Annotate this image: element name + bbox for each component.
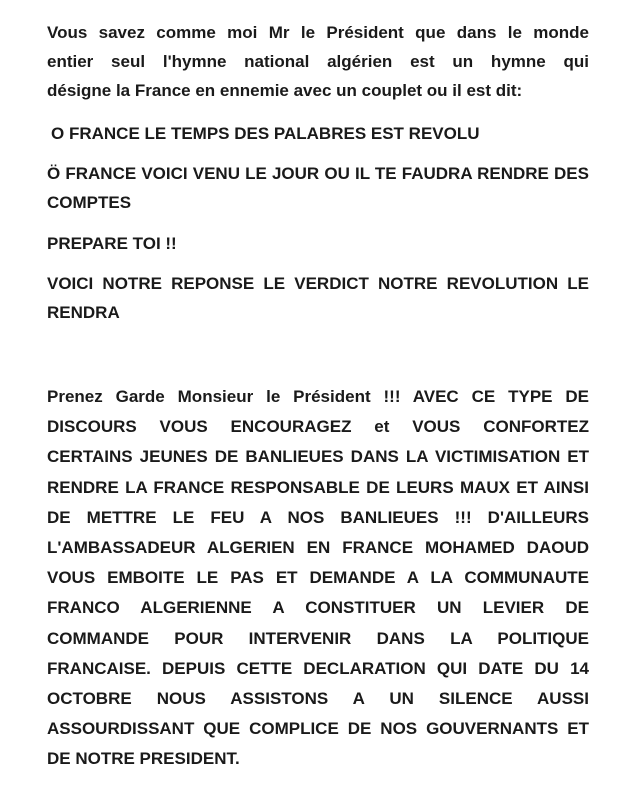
anthem-verse-1: [47, 119, 589, 148]
verse-line: COMPTES: [47, 193, 132, 212]
document-page: [47, 18, 589, 775]
verse-line: Ö FRANCE VOICI VENU LE JOUR OU IL TE FAUDRA RENDRE DES: [47, 164, 589, 183]
warning-line: FRANCO ALGERIENNE A CONSTITUER UN LEVIER DE: [47, 598, 589, 618]
anthem-verse-3: [47, 229, 589, 258]
verse-line: PREPARE TOI !!: [47, 234, 177, 253]
intro-line: Vous savez comme moi Mr le Président que dans le monde: [47, 23, 589, 42]
intro-line: désigne la France en ennemie avec un couplet ou il est dit:: [47, 81, 523, 100]
warning-line: RENDRE LA FRANCE RESPONSABLE DE LEURS MAUX ET AINSI: [47, 477, 589, 497]
warning-line: CERTAINS JEUNES DE BANLIEUES DANS LA VICTIMISATION ET: [47, 447, 589, 467]
warning-line: DE NOTRE PRESIDENT.: [47, 749, 240, 769]
warning-line: L'AMBASSADEUR ALGERIEN EN FRANCE MOHAMED DAOUD: [47, 538, 589, 558]
warning-line: VOUS EMBOITE LE PAS ET DEMANDE A LA COMMUNAUTE: [47, 568, 589, 588]
intro-line: entier seul l'hymne national algérien est un hymne qui: [47, 52, 589, 71]
verse-line: VOICI NOTRE REPONSE LE VERDICT NOTRE REVOLUTION LE: [47, 274, 589, 293]
warning-line: ASSOURDISSANT QUE COMPLICE DE NOS GOUVERNANTS ET: [47, 719, 589, 739]
warning-line: DISCOURS VOUS ENCOURAGEZ et VOUS CONFORTEZ: [47, 417, 589, 437]
anthem-verse-4: [47, 269, 589, 327]
anthem-verse-2: [47, 159, 589, 217]
verse-line: O FRANCE LE TEMPS DES PALABRES EST REVOLU: [51, 124, 480, 143]
warning-paragraph: [47, 382, 589, 775]
warning-line: FRANCAISE. DEPUIS CETTE DECLARATION QUI DATE DU 14: [47, 658, 589, 678]
warning-line: DE METTRE LE FEU A NOS BANLIEUES !!! D'AILLEURS: [47, 507, 589, 527]
intro-paragraph: [47, 18, 589, 105]
warning-line: OCTOBRE NOUS ASSISTONS A UN SILENCE AUSSI: [47, 689, 589, 709]
warning-line: Prenez Garde Monsieur le Président !!! AVEC CE TYPE DE: [47, 387, 589, 406]
verse-line: RENDRA: [47, 303, 120, 322]
warning-line: COMMANDE POUR INTERVENIR DANS LA POLITIQUE: [47, 628, 589, 648]
